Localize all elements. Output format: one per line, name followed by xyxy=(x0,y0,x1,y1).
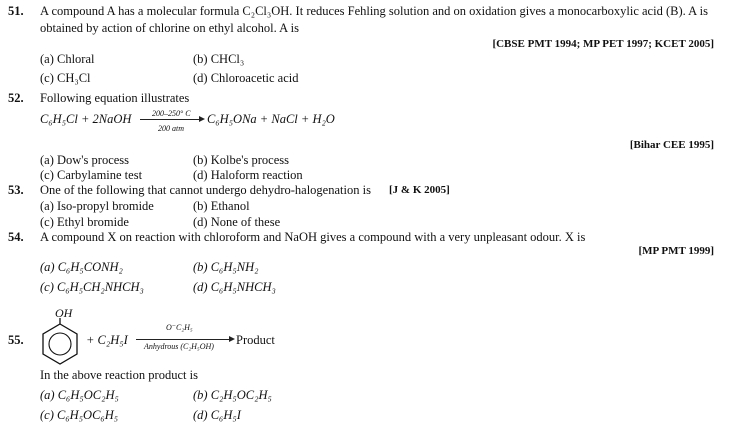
q55-option-b: (b) C₂H₅OC₂H₅ xyxy=(193,388,272,402)
q52-reactant: C₆H₅Cl + 2NaOH xyxy=(40,112,132,126)
q54-source: [MP PMT 1999] xyxy=(638,245,714,257)
q55-product: Product xyxy=(236,333,275,347)
q52-product: C₆H₅ONa + NaCl + H₂O xyxy=(207,112,335,126)
q55-option-a: (a) C₆H₅OC₂H₅ xyxy=(40,388,119,402)
q51-option-c: (c) CH₃Cl xyxy=(40,71,91,85)
question-number-53: 53. xyxy=(8,183,24,197)
question-number-55: 55. xyxy=(8,333,24,347)
q52-source: [Bihar CEE 1995] xyxy=(629,139,714,151)
q55-arrow-head xyxy=(229,336,235,342)
q53-question: One of the following that cannot undergo dehydro-halogenation is xyxy=(40,183,371,197)
q55-reagent: + C₂H₅I xyxy=(86,333,128,347)
q53-option-c: (c) Ethyl bromide xyxy=(40,215,129,229)
q55-oh-label: OH xyxy=(55,306,73,320)
q52-question: Following equation illustrates xyxy=(40,91,190,105)
q53-source: [J & K 2005] xyxy=(389,184,450,196)
q55-condition-bottom: Anhydrous (C₂H₅OH) xyxy=(144,342,214,351)
q54-option-b: (b) C₆H₅NH₂ xyxy=(193,260,259,274)
q54-option-d: (d) C₆H₅NHCH₃ xyxy=(193,280,276,294)
q51-option-d: (d) Chloroacetic acid xyxy=(193,71,299,85)
q52-option-a: (a) Dow's process xyxy=(40,153,130,167)
q52-option-b: (b) Kolbe's process xyxy=(193,153,289,167)
q55-condition-top: O⁻C₂H₅ xyxy=(166,323,193,332)
q53-option-a: (a) Iso-propyl bromide xyxy=(40,199,154,213)
q51-option-b: (b) CHCl₃ xyxy=(193,52,245,66)
q52-reaction-arrow xyxy=(140,119,200,120)
q51-text-line2: obtained by action of chlorine on ethyl alcohol. A is xyxy=(40,21,299,35)
q54-question: A compound X on reaction with chloroform and NaOH gives a compound with a very unpleasant odour. X is xyxy=(40,230,586,244)
q52-condition-bottom: 200 atm xyxy=(158,124,184,133)
question-number-54: 54. xyxy=(8,230,24,244)
question-number-51: 51. xyxy=(8,4,24,18)
question-number-52: 52. xyxy=(8,91,24,105)
q54-option-a: (a) C₆H₅CONH₂ xyxy=(40,260,123,274)
q52-option-c: (c) Carbylamine test xyxy=(40,168,143,182)
q52-condition-top: 200–250° C xyxy=(152,109,191,118)
q53-option-b: (b) Ethanol xyxy=(193,199,250,213)
q55-reaction-arrow xyxy=(136,339,230,340)
q51-source: [CBSE PMT 1994; MP PET 1997; KCET 2005] xyxy=(492,38,714,50)
q55-option-c: (c) C₆H₅OC₆H₅ xyxy=(40,408,119,422)
q53-option-d: (d) None of these xyxy=(193,215,281,229)
q52-arrow-head xyxy=(199,116,205,122)
q55-option-d: (d) C₆H₅I xyxy=(193,408,241,422)
q52-option-d: (d) Haloform reaction xyxy=(193,168,303,182)
q54-option-c: (c) C₆H₅CH₂NHCH₃ xyxy=(40,280,144,294)
q51-text-line1: A compound A has a molecular formula C₂Cl₃OH. It reduces Fehling solution and on oxidation gives a monocarboxylic acid (B). A is xyxy=(40,4,708,18)
benzene-ring-icon xyxy=(38,318,82,366)
q51-option-a: (a) Chloral xyxy=(40,52,95,66)
q55-question: In the above reaction product is xyxy=(40,368,198,382)
